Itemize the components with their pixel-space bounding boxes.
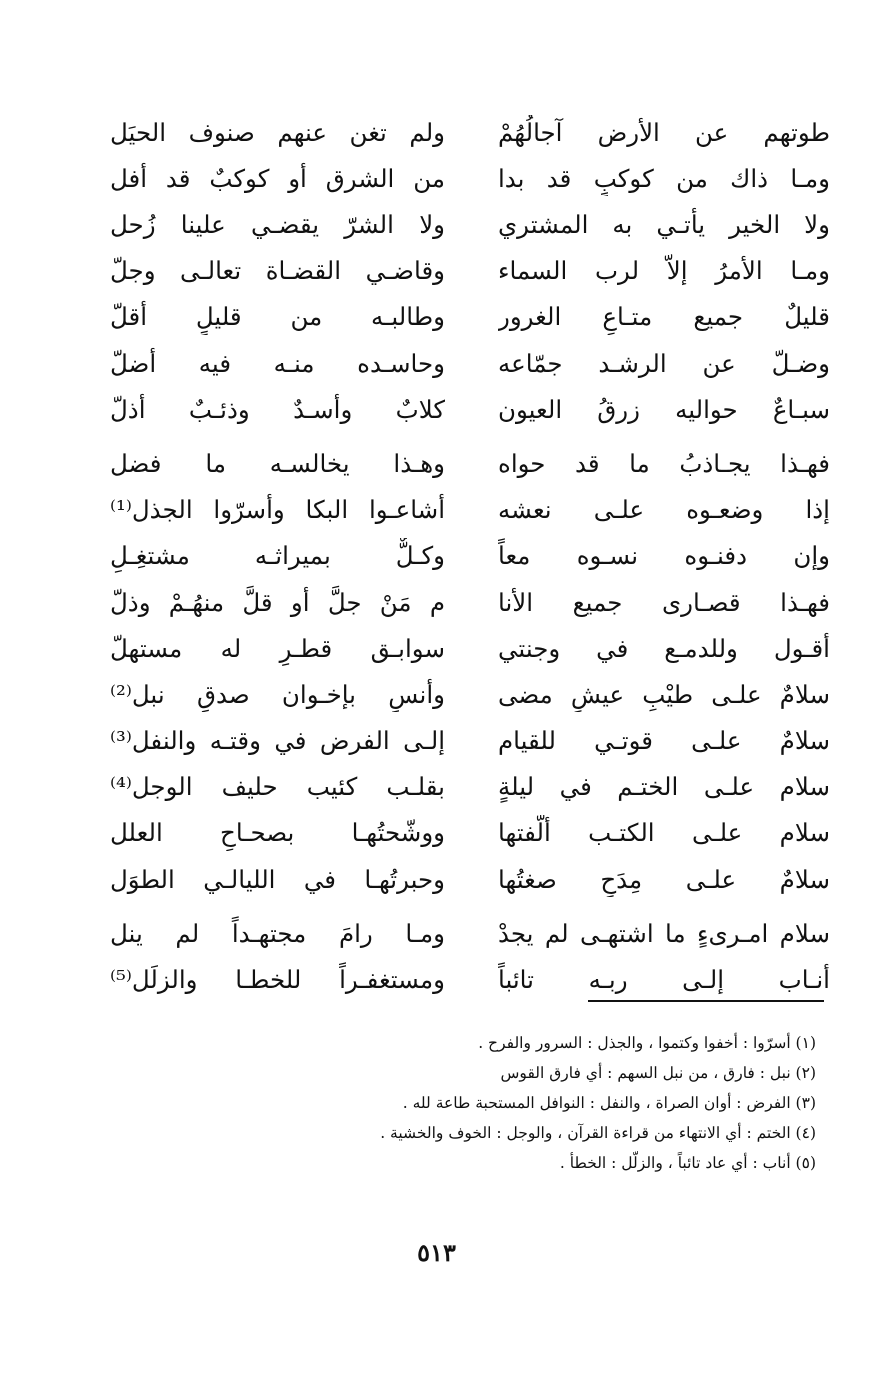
verse-first-hemistich: سلامٌ علـى مِدَحٍ صغتُها: [498, 864, 830, 894]
footnote: (٥) أناب : أي عاد تائباً ، والزلّل : الخطأ .: [559, 1154, 816, 1172]
verse-row: [110, 381, 830, 427]
verse-row: [110, 574, 830, 620]
verse-row: [110, 435, 830, 481]
verse-first-hemistich: سلام علـى الختـم في ليلةٍ: [498, 772, 830, 802]
footnote: (١) أسرّوا : أخفوا وكتموا ، والجذل : السرور والفرح .: [478, 1034, 816, 1052]
verse-row: [110, 951, 830, 997]
verse-second-hemistich: إلـى الفرض في وقتـه والنفل⁽³⁾: [110, 726, 445, 756]
verse-second-hemistich: كلابٌ وأسـدٌ وذئـبٌ أذلّ: [110, 394, 445, 424]
verse-second-hemistich: وطالبـه من قليلٍ أقلّ: [110, 302, 445, 332]
footnote: (٤) الختم : أي الانتهاء من قراءة القرآن ، والوجل : الخوف والخشية .: [380, 1124, 816, 1142]
verse-first-hemistich: قليلٌ جميع متـاعِ الغرور: [498, 302, 830, 332]
verse-row: [110, 712, 830, 758]
verse-first-hemistich: سبـاعٌ حواليه زرقُ العيون: [498, 394, 830, 424]
verse-first-hemistich: وضـلّ عن الرشـد جمّاعه: [498, 348, 830, 378]
verse-first-hemistich: أقـول وللدمـع في وجنتي: [498, 633, 830, 663]
verse-row: [110, 528, 830, 574]
verse-row: [110, 905, 830, 951]
verse-first-hemistich: ومـا الأمرُ إلاّ لرب السماء: [498, 256, 830, 286]
verse-first-hemistich: إذا وضعـوه علـى نعشه: [498, 495, 830, 525]
verse-first-hemistich: وإن دفنـوه نسـوه معاً: [498, 541, 830, 571]
verse-first-hemistich: سلام امـرىءٍ ما اشتهـى لم يجدْ: [498, 918, 830, 948]
verse-row: [110, 666, 830, 712]
verse-first-hemistich: فهـذا يجـاذبُ ما قد حواه: [498, 448, 830, 478]
footnote: (٣) الفرض : أوان الصراة ، والنفل : النوافل المستحبة طاعة لله .: [402, 1094, 816, 1112]
verse-row: [110, 150, 830, 196]
verse-row: [110, 289, 830, 335]
footnote-separator: [588, 1000, 824, 1002]
verse-second-hemistich: بقلـب كئيب حليف الوجل⁽⁴⁾: [110, 772, 445, 802]
verse-second-hemistich: ومستغفـراً للخطـا والزلَل⁽⁵⁾: [110, 965, 445, 995]
verse-second-hemistich: ووشّحتُهـا بصحـاحِ العلل: [110, 818, 445, 848]
verse-second-hemistich: وأنسٍ بإخـوان صدقٍ نبل⁽²⁾: [110, 679, 445, 709]
verse-first-hemistich: طوتهم عن الأرضِ آجالُهُمْ: [498, 117, 830, 147]
verse-row: [110, 620, 830, 666]
verse-row: [110, 104, 830, 150]
verse-row: [110, 196, 830, 242]
verse-second-hemistich: م مَنْ جلَّ أو قلَّ منهُـمْ وذلّ: [110, 587, 445, 617]
verse-second-hemistich: سوابـق قطـرٍ له مستهلّ: [110, 633, 445, 663]
verse-second-hemistich: وحاسـده منـه فيه أضلّ: [110, 348, 445, 378]
verse-row: [110, 243, 830, 289]
poem-verses: [110, 104, 830, 998]
verse-first-hemistich: سلامٌ علـى طيْبِ عيشٍ مضى: [498, 679, 830, 709]
verse-first-hemistich: ولا الخير يأتـي به المشتري: [498, 210, 830, 240]
verse-second-hemistich: وحبرتُهـا في الليالـي الطوَل: [110, 864, 445, 894]
footnote: (٢) نبل : فارق ، من نبل السهم : أي فارق القوس: [500, 1064, 816, 1082]
verse-first-hemistich: ومـا ذاك من كوكبٍ قد بدا: [498, 163, 830, 193]
verse-second-hemistich: ومـا رامَ مجتهـداً لم ينل: [110, 918, 445, 948]
verse-row: [110, 805, 830, 851]
verse-first-hemistich: سلامٌ علـى قوتـي للقيام: [498, 726, 830, 756]
verse-row: [110, 851, 830, 897]
verse-second-hemistich: ولم تغن عنهم صنوف الحيَل: [110, 117, 445, 147]
verse-second-hemistich: وقاضـي القضـاة تعالـى وجلّ: [110, 256, 445, 286]
verse-second-hemistich: وهـذا يخالسـه ما فضل: [110, 448, 445, 478]
page-number: ٥١٣: [417, 1238, 456, 1267]
verse-row: [110, 482, 830, 528]
verse-second-hemistich: أشاعـوا البكا وأسرّوا الجذل⁽¹⁾: [110, 495, 445, 525]
verse-row: [110, 335, 830, 381]
verse-second-hemistich: ولا الشرّ يقضـي علينا زُحل: [110, 210, 445, 240]
verse-first-hemistich: سلام علـى الكتـب ألّفتها: [498, 818, 830, 848]
verse-first-hemistich: فهـذا قصـارى جميع الأنا: [498, 587, 830, 617]
verse-second-hemistich: وكـلٌّ بميراثـه مشتغِـلِ: [110, 541, 445, 571]
verse-first-hemistich: أنـاب إلـى ربـه تائباً: [498, 965, 830, 995]
verse-row: [110, 759, 830, 805]
verse-second-hemistich: من الشرق أو كوكبٌ قد أفل: [110, 163, 445, 193]
footnotes: [100, 1028, 816, 1178]
